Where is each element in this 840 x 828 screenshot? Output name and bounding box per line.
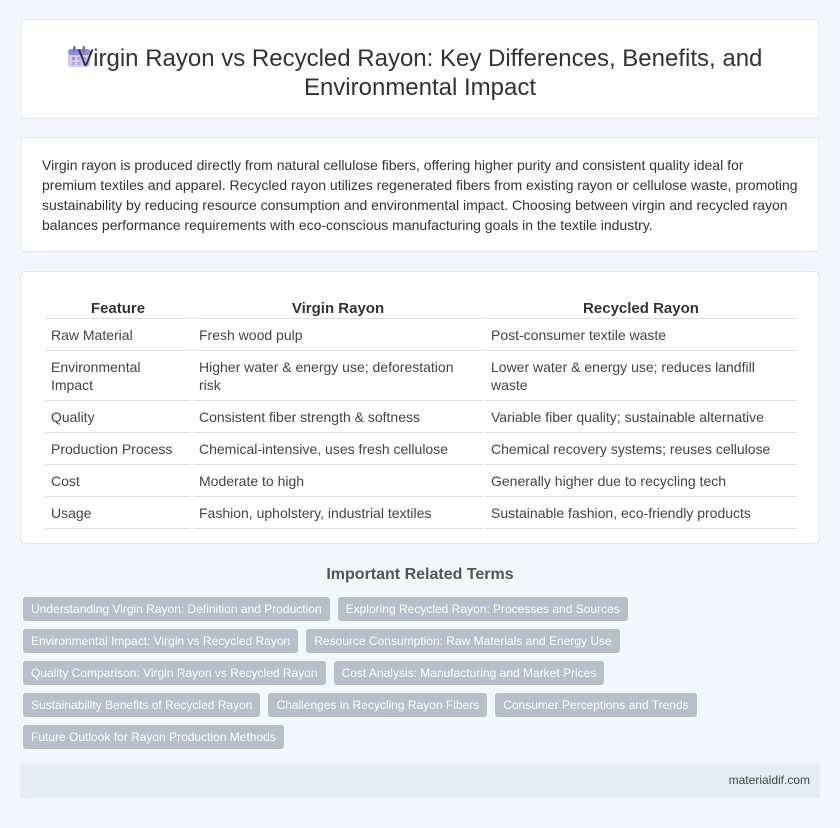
table-cell-feature: Production Process [45,433,191,465]
table-cell-virgin: Moderate to high [193,465,483,497]
table-cell-recycled: Post-consumer textile waste [485,319,797,351]
table-row [45,319,797,351]
column-header-recycled-rayon: Recycled Rayon [485,297,797,319]
table-cell-recycled: Generally higher due to recycling tech [485,465,797,497]
table-row [45,497,797,529]
page-title: Virgin Rayon vs Recycled Rayon: Key Differences, Benefits, and Environmental Impact [77,45,763,101]
column-header-feature: Feature [45,297,191,319]
table-cell-virgin: Fresh wood pulp [193,319,483,351]
table-cell-recycled: Variable fiber quality; sustainable alternative [485,401,797,433]
related-term-tag[interactable]: Resource Consumption: Raw Materials and Energy Use [306,629,619,653]
table-row [45,401,797,433]
comparison-table-card [20,271,820,544]
table-cell-feature: Quality [45,401,191,433]
footer-site-link[interactable]: materialdif.com [728,773,810,787]
table-cell-recycled: Chemical recovery systems; reuses cellulose [485,433,797,465]
table-cell-feature: Environmental Impact [45,351,191,401]
table-cell-feature: Usage [45,497,191,529]
related-term-tag[interactable]: Quality Comparison: Virgin Rayon vs Recycled Rayon [23,661,326,685]
related-term-tag[interactable]: Sustainability Benefits of Recycled Rayon [23,693,260,717]
table-row [45,465,797,497]
table-cell-feature: Cost [45,465,191,497]
table-cell-virgin: Chemical-intensive, uses fresh cellulose [193,433,483,465]
header-card [20,19,820,119]
table-header-row [45,297,797,319]
table-cell-recycled: Lower water & energy use; reduces landfill waste [485,351,797,401]
intro-card [20,137,820,252]
related-term-tag[interactable]: Understanding Virgin Rayon: Definition and Production [23,597,330,621]
column-header-virgin-rayon: Virgin Rayon [193,297,483,319]
intro-paragraph: Virgin rayon is produced directly from natural cellulose fibers, offering higher purity and consistent quality ideal for premium textiles and apparel. Recycled rayon utilizes regenerated fibers from existing rayon or cellulose waste, promoting sustainability by reducing resource consumption and environmental impact. Choosing between virgin and recycled rayon balances performance requirements with eco-conscious manufacturing goals in the textile industry. [42,157,798,233]
related-term-tag[interactable]: Exploring Recycled Rayon: Processes and Sources [338,597,628,621]
related-terms-list [23,597,823,749]
table-row [45,433,797,465]
related-term-tag[interactable]: Cost Analysis: Manufacturing and Market Prices [334,661,605,685]
related-term-tag[interactable]: Challenges in Recycling Rayon Fibers [268,693,487,717]
footer [20,764,820,798]
related-term-tag[interactable]: Consumer Perceptions and Trends [495,693,696,717]
related-term-tag[interactable]: Future Outlook for Rayon Production Methods [23,725,284,749]
related-term-tag[interactable]: Environmental Impact: Virgin vs Recycled Rayon [23,629,298,653]
table-cell-recycled: Sustainable fashion, eco-friendly products [485,497,797,529]
table-cell-virgin: Consistent fiber strength & softness [193,401,483,433]
table-cell-virgin: Fashion, upholstery, industrial textiles [193,497,483,529]
table-cell-virgin: Higher water & energy use; deforestation risk [193,351,483,401]
comparison-table [43,297,799,529]
related-terms-title: Important Related Terms [326,566,514,583]
table-cell-feature: Raw Material [45,319,191,351]
table-row [45,351,797,401]
